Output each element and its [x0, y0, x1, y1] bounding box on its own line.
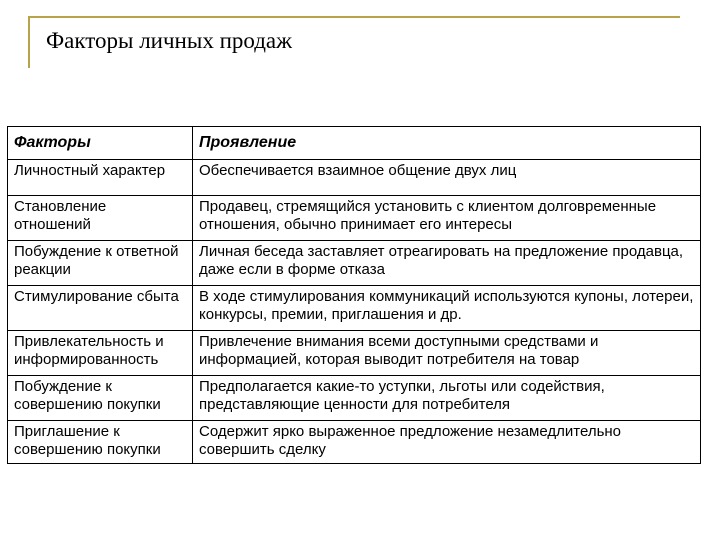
- factors-table: [7, 126, 701, 464]
- factor-cell: Становление отношений: [8, 196, 193, 241]
- manifestation-cell: Предполагается какие-то уступки, льготы или содействия, представляющие ценности для потребителя: [193, 376, 701, 421]
- table-row: [8, 241, 701, 286]
- factor-cell: Побуждение к ответной реакции: [8, 241, 193, 286]
- table-header-row: [8, 127, 701, 160]
- manifestation-cell: Продавец, стремящийся установить с клиентом долговременные отношения, обычно принимает его интересы: [193, 196, 701, 241]
- manifestation-cell: Обеспечивается взаимное общение двух лиц: [193, 160, 701, 196]
- table-row: [8, 421, 701, 464]
- manifestation-cell: Содержит ярко выраженное предложение незамедлительно совершить сделку: [193, 421, 701, 464]
- table-row: [8, 376, 701, 421]
- slide-title: Факторы личных продаж: [46, 28, 293, 53]
- factor-cell: Привлекательность и информированность: [8, 331, 193, 376]
- table-row: [8, 196, 701, 241]
- table-row: [8, 286, 701, 331]
- factor-cell: Стимулирование сбыта: [8, 286, 193, 331]
- header-factors: Факторы: [8, 127, 193, 160]
- factor-cell: Приглашение к совершению покупки: [8, 421, 193, 464]
- manifestation-cell: В ходе стимулирования коммуникаций используются купоны, лотереи, конкурсы, премии, приглашения и др.: [193, 286, 701, 331]
- factor-cell: Личностный характер: [8, 160, 193, 196]
- manifestation-cell: Личная беседа заставляет отреагировать на предложение продавца, даже если в форме отказа: [193, 241, 701, 286]
- header-manifestation: Проявление: [193, 127, 701, 160]
- factor-cell: Побуждение к совершению покупки: [8, 376, 193, 421]
- table-row: [8, 160, 701, 196]
- table-row: [8, 331, 701, 376]
- manifestation-cell: Привлечение внимания всеми доступными средствами и информацией, которая выводит потребителя на товар: [193, 331, 701, 376]
